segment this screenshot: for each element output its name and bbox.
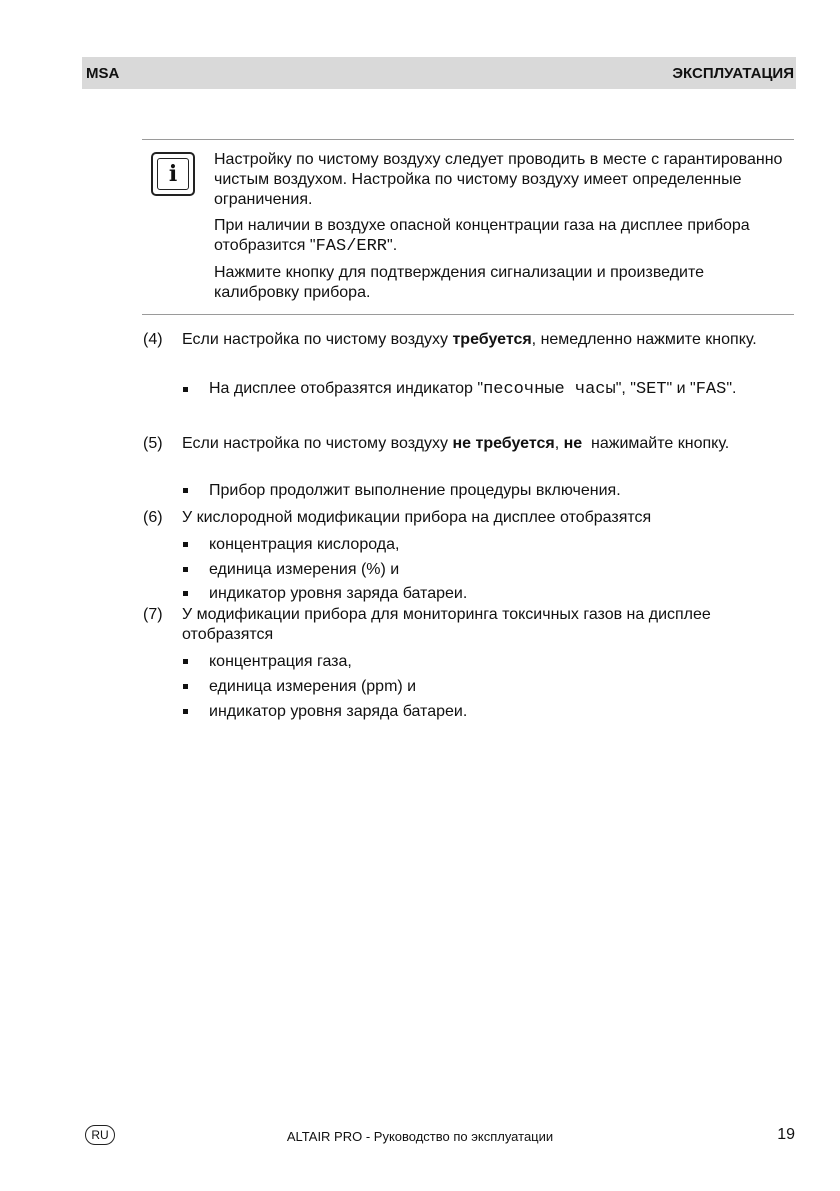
info-icon: i (151, 152, 195, 196)
language-badge: RU (85, 1125, 115, 1145)
step-text: У модификации прибора для мониторинга токсичных газов на дисплее отобразятся (182, 606, 711, 643)
info-note (142, 139, 794, 315)
bullet-icon (183, 567, 188, 572)
bullet-icon (183, 488, 188, 493)
bullet-icon (183, 709, 188, 714)
step-text: Если настройка по чистому воздуху требуется, немедленно нажмите кнопку. (182, 331, 757, 348)
bullet-text: Прибор продолжит выполнение процедуры включения. (209, 482, 621, 499)
brand-label: MSA (86, 65, 120, 82)
bullet-icon (183, 684, 188, 689)
note-paragraph-1: Настройку по чистому воздуху следует проводить в месте с гарантированно чистым воздухом. Настройка по чистому воздуху имеет определенные ограничения. (214, 151, 783, 208)
header-bar (82, 57, 796, 89)
step-number: (7) (143, 606, 163, 623)
note-paragraph-3: Нажмите кнопку для подтверждения сигнализации и произведите калибровку прибора. (214, 264, 705, 301)
bullet-icon (183, 591, 188, 596)
bullet-icon (183, 542, 188, 547)
step-text: У кислородной модификации прибора на дисплее отобразятся (182, 509, 652, 526)
note-paragraph-2: При наличии в воздухе опасной концентрации газа на дисплее прибора отобразится "FAS/ERR". (214, 217, 750, 256)
step-number: (5) (143, 435, 163, 452)
note-text (214, 150, 792, 309)
section-title: ЭКСПЛУАТАЦИЯ (672, 65, 794, 82)
step-number: (4) (143, 331, 163, 348)
bullet-icon (183, 387, 188, 392)
step-text: Если настройка по чистому воздуху не требуется, не нажимайте кнопку. (182, 435, 730, 452)
footer-title: ALTAIR PRO - Руководство по эксплуатации (286, 1129, 554, 1144)
page-number: 19 (777, 1126, 795, 1143)
bullet-icon (183, 659, 188, 664)
step-number: (6) (143, 509, 163, 526)
display-code: FAS/ERR (315, 237, 388, 256)
bullet-text: На дисплее отобразятся индикатор "песочные часы", "SET" и "FAS". (209, 380, 737, 399)
